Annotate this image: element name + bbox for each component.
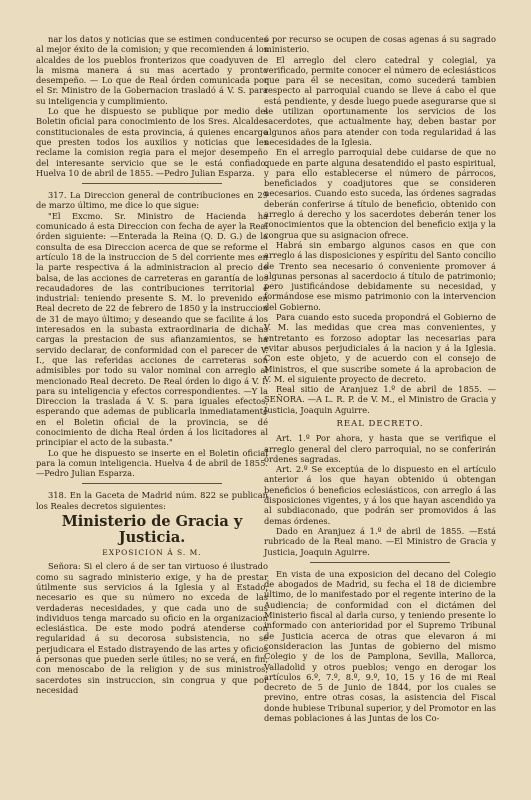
article-paragraph: Art. 1.º Por ahora, y hasta que se verifique el arreglo general del clero parroquial, no se conferirán órdenes sagradas.: [264, 433, 496, 464]
left-column: [36, 34, 268, 695]
section-divider: [82, 183, 221, 184]
paragraph: 317. La Direccion general de contribuciones en 29 de marzo último, me dice lo que sigue:: [36, 190, 268, 211]
section-divider: [82, 483, 221, 484]
paragraph: "El Excmo. Sr. Ministro de Hacienda ha comunicado á esta Direccion con fecha de ayer la Real órden siguiente: —Enterada la Reina (Q. D. G.) de la consulta de esa Direccion acerca de que se reforme el artículo 18 de la instruccion de 5 del corriente mes en la parte respectiva á la administracion al precio de balsa, de las acciones de carreteras en garantía de los recaudadores de las contribuciones territorial é industrial: teniendo presente S. M. lo prevenido en Real decreto de 22 de febrero de 1850 y la instruccion de 31 de mayo último; y deseando que se facilite á los interesados en la subasta extraordinaria de dichas cargas la prestacion de sus afianzamientos, se ha servido declarar, de conformidad con el parecer de V. I., que las referidas acciones de carreteras son admisibles por todo su valor nominal con arreglo al mencionado Real decreto. De Real órden lo digo á V. I. para su inteligencia y efectos correspondientes. —Y la Direccion la traslada á V. S. para iguales efectos, esperando que ademas de publicarla inmediatamente en el Boletin oficial de la provincia, se dé conocimiento de dicha Real órden á los licitadores al principiar el acto de la subasta.": [36, 210, 268, 448]
signature-paragraph: Real sitio de Aranjuez 1.º de abril de 1855. —SEÑORA. —A L. R. P. de V. M., el Ministro de Gracia y Justicia, Joaquin Aguirre.: [264, 384, 496, 415]
paragraph: Lo que he dispuesto se inserte en el Boletin oficial para la comun inteligencia. Huelva 4 de abril de 1855. —Pedro Julian Esparza.: [36, 447, 268, 479]
paragraph: Para cuando esto suceda propondrá el Gobierno de V. M. las medidas que crea mas convenientes, y entretanto es forzoso adoptar las necesarias para evitar abusos perjudiciales á la nacion y á la Iglesia. Con este objeto, y de acuerdo con el consejo de Ministros, el que suscribe somete á la aprobacion de V. M. el siguiente proyecto de decreto.: [264, 312, 496, 384]
paragraph: Lo que he dispuesto se publique por medio del Boletin oficial para conocimiento de los Sres. Alcaldes constitucionales de esta provincia, á quienes encargo que presten todos los auxilios y noticias que les reclame la comision regia para el mejor desempeño del interesante servicio que se le está confiado. Huelva 10 de abril de 1855. —Pedro Julian Esparza.: [36, 106, 268, 178]
right-column: [264, 34, 496, 723]
decree-title: REAL DECRETO.: [336, 418, 424, 429]
paragraph: En vista de una exposicion del decano del Colegio de abogados de Madrid, su fecha el 18 de diciembre último, de lo manifestado por el regente interino de la Audiencia; de conformidad con el dictámen del Ministerio fiscal al darla curso, y teniendo presente lo informado con anterioridad por el Supremo Tribunal de Justicia acerca de otras que elevaron á mi consideracion las Juntas de gobierno del mismo Colegio y de los de Pamplona, Sevilla, Mallorca, Valladolid y otros pueblos; vengo en derogar los artículos 6.º, 7.º, 8.º, 9.º, 10, 15 y 16 de mi Real decreto de 5 de Junio de 1844, por los cuales se previno, entre otras cosas, la asistencia del Fiscal donde hubiese Tribunal superior, y del Promotor en las demas poblaciones á las Juntas de los Co-: [264, 568, 496, 723]
paragraph: El arreglo del clero catedral y colegial, ya verificado, permite conocer el número de eclesiásticos que para él se necesitan, como sucederá tambien respecto al parroquial cuando se lleve á cabo el que está pendiente, y desde luego puede asegurarse que si se utilizan oportunamente los servicios de los sacerdotes, que actualmente hay, deben bastar por algunos años para atender con toda regularidad á las necesidades de la Iglesia.: [264, 54, 496, 147]
paragraph: 318. En la Gaceta de Madrid núm. 822 se publican los Reales decretos siguientes:: [36, 490, 268, 511]
signature-paragraph: Dado en Aranjuez á 1.º de abril de 1855. —Está rubricado de la Real mano. —El Ministro de Gracia y Justicia, Joaquin Aguirre.: [264, 525, 496, 557]
paragraph: ó por recurso se ocupen de cosas agenas á su sagrado ministerio.: [264, 34, 496, 55]
paragraph: nar los datos y noticias que se estimen conducentes al mejor éxito de la comision; y que recomienden á los alcaldes de los pueblos fronterizos que coadyuven de la misma manera á su mas acertado y pronto desempeño. — Lo que de Real órden comunicada por el Sr. Ministro de la Gobernacion trasladó á V. S. para su inteligencia y cumplimiento.: [36, 34, 268, 106]
section-divider: [310, 562, 449, 563]
ministry-heading: Ministerio de Gracia y Justicia.: [61, 513, 243, 547]
paragraph: En el arreglo parroquial debe cuidarse de que no quede en parte alguna desatendido el pasto espiritual, y para ello establecerse el número de párrocos, beneficiados y coadjutores que se consideren necesarios. Cuando esto suceda, las órdenes sagradas deberán conferirse á título de beneficio, obtenido con arreglo á derecho y los sacerdotes deberán tener los conocimientos que la obtencion del beneficio exija y la congrua que su asignacion ofrece.: [264, 147, 496, 240]
paragraph: Habrá sin embargo algunos casos en que con arreglo á las disposiciones y espíritu del Santo concilio de Trento sea necesario ó conveniente promover á algunas personas al sacerdocio á título de patrimonio; pero justificándose debidamente su necesidad, y formándose ese mismo patrimonio con la intervencion del Gobierno.: [264, 239, 496, 312]
article-paragraph: Art. 2.º Se exceptúa de lo dispuesto en el artículo anterior á los que hayan obtenido ú obtengan beneficios ó beneficios eclesiásticos, con arreglo á las disposiciones vigentes, y á los que hayan ascendido ya al subdiaconado, que podrán ser promovidos á las demas órdenes.: [264, 464, 496, 526]
paragraph: Señora: Si el clero á de ser tan virtuoso é ilustrado como su sagrado ministerio exige, y ha de prestar útilmente sus servicios á la Iglesia y al Estado, necesario es que su número no exceda de las verdaderas necesidades, y que cada uno de sus individuos tenga marcado su oficio en la organizacion eclesiástica. De este modo podrá atenderse con regularidad á su decorosa subsistencia, no se perjudicara el Estado distrayendo de las artes y oficios á personas que pueden serle útiles; no se verá, en fin, con menoscabo de la religion y de sus ministros, sacerdotes sin instruccion, sin congrua y que por necesidad: [36, 561, 268, 695]
exposition-subhead: EXPOSICION Á S. M.: [102, 548, 202, 558]
